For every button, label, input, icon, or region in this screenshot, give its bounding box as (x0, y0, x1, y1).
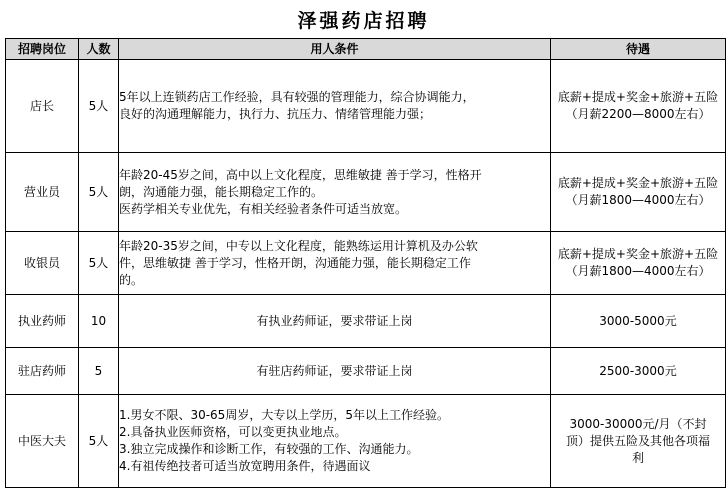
requirement-line: 4.有祖传绝技者可适当放宽聘用条件，待遇面议 (119, 459, 371, 473)
table-row (6, 295, 726, 348)
pay-line: 3000-5000元 (599, 313, 677, 328)
pay-line: 顶）提供五险及其他各项福 (565, 433, 710, 448)
requirement-line: 朗，沟通能力强，能长期稳定工作的。 (119, 184, 324, 199)
cell-position: 收银员 (6, 232, 79, 295)
header-requirements: 用人条件 (119, 39, 551, 60)
cell-requirements (119, 295, 551, 348)
pay-line: 2500-3000元 (599, 363, 677, 378)
requirement-line: 3.独立完成操作和诊断工作，有较强的工作、沟通能力。 (119, 442, 419, 456)
cell-pay (551, 60, 726, 153)
table-header-row (6, 39, 726, 60)
header-position: 招聘岗位 (6, 39, 79, 60)
requirement-line: 良好的沟通理解能力，执行力、抗压力、情绪管理能力强； (119, 107, 432, 121)
table-row (6, 153, 726, 232)
requirement-line: 1.男女不限、30-65周岁，大专以上学历，5年以上工作经验。 (119, 408, 449, 422)
cell-pay (551, 295, 726, 348)
table-row (6, 395, 726, 488)
requirement-line: 有驻店药师证，要求带证上岗 (256, 363, 413, 378)
cell-count: 10 (79, 295, 119, 348)
table-row (6, 348, 726, 395)
requirement-line: 年龄20-35岁之间，中专以上文化程度，能熟练运用计算机及办公软 (119, 238, 478, 253)
cell-requirements (119, 60, 551, 153)
pay-line: 底薪+提成+奖金+旅游+五险 (557, 176, 719, 190)
requirement-line: 2.具备执业医师资格，可以变更执业地点。 (119, 425, 347, 439)
pay-line: （月薪2200—8000左右） (565, 107, 711, 121)
requirement-line: 年龄20-45岁之间，高中以上文化程度，思维敏捷 善于学习，性格开 (119, 167, 482, 182)
cell-pay (551, 395, 726, 488)
requirement-line: 医药学相关专业优先，有相关经验者条件可适当放宽。 (119, 201, 408, 216)
cell-requirements (119, 153, 551, 232)
pay-line: 底薪+提成+奖金+旅游+五险 (557, 247, 719, 261)
page-title: 泽强药店招聘 (297, 9, 430, 32)
cell-count: 5 (79, 348, 119, 395)
cell-count: 5人 (79, 395, 119, 488)
recruitment-table (5, 38, 726, 488)
pay-line: 3000-30000元/月（不封 (569, 416, 707, 431)
cell-count: 5人 (79, 60, 119, 153)
header-count: 人数 (79, 39, 119, 60)
requirement-line: 5年以上连锁药店工作经验，具有较强的管理能力，综合协调能力， (119, 90, 475, 104)
requirement-line: 件，思维敏捷 善于学习，性格开朗，沟通能力强，能长期稳定工作 (119, 255, 471, 270)
pay-line: （月薪1800—4000左右） (565, 264, 711, 278)
cell-requirements (119, 232, 551, 295)
cell-pay (551, 232, 726, 295)
cell-position: 营业员 (6, 153, 79, 232)
table-row (6, 60, 726, 153)
cell-requirements (119, 395, 551, 488)
header-pay: 待遇 (551, 39, 726, 60)
pay-line: （月薪1800—4000左右） (565, 193, 711, 207)
cell-position: 中医大夫 (6, 395, 79, 488)
cell-position: 驻店药师 (6, 348, 79, 395)
table-row (6, 232, 726, 295)
cell-pay (551, 348, 726, 395)
requirement-line: 有执业药师证，要求带证上岗 (256, 313, 413, 328)
pay-line: 底薪+提成+奖金+旅游+五险 (557, 90, 719, 104)
cell-count: 5人 (79, 232, 119, 295)
cell-position: 店长 (6, 60, 79, 153)
cell-requirements (119, 348, 551, 395)
cell-count: 5人 (79, 153, 119, 232)
cell-pay (551, 153, 726, 232)
pay-line: 利 (631, 450, 644, 465)
requirement-line: 的。 (119, 272, 144, 287)
cell-position: 执业药师 (6, 295, 79, 348)
